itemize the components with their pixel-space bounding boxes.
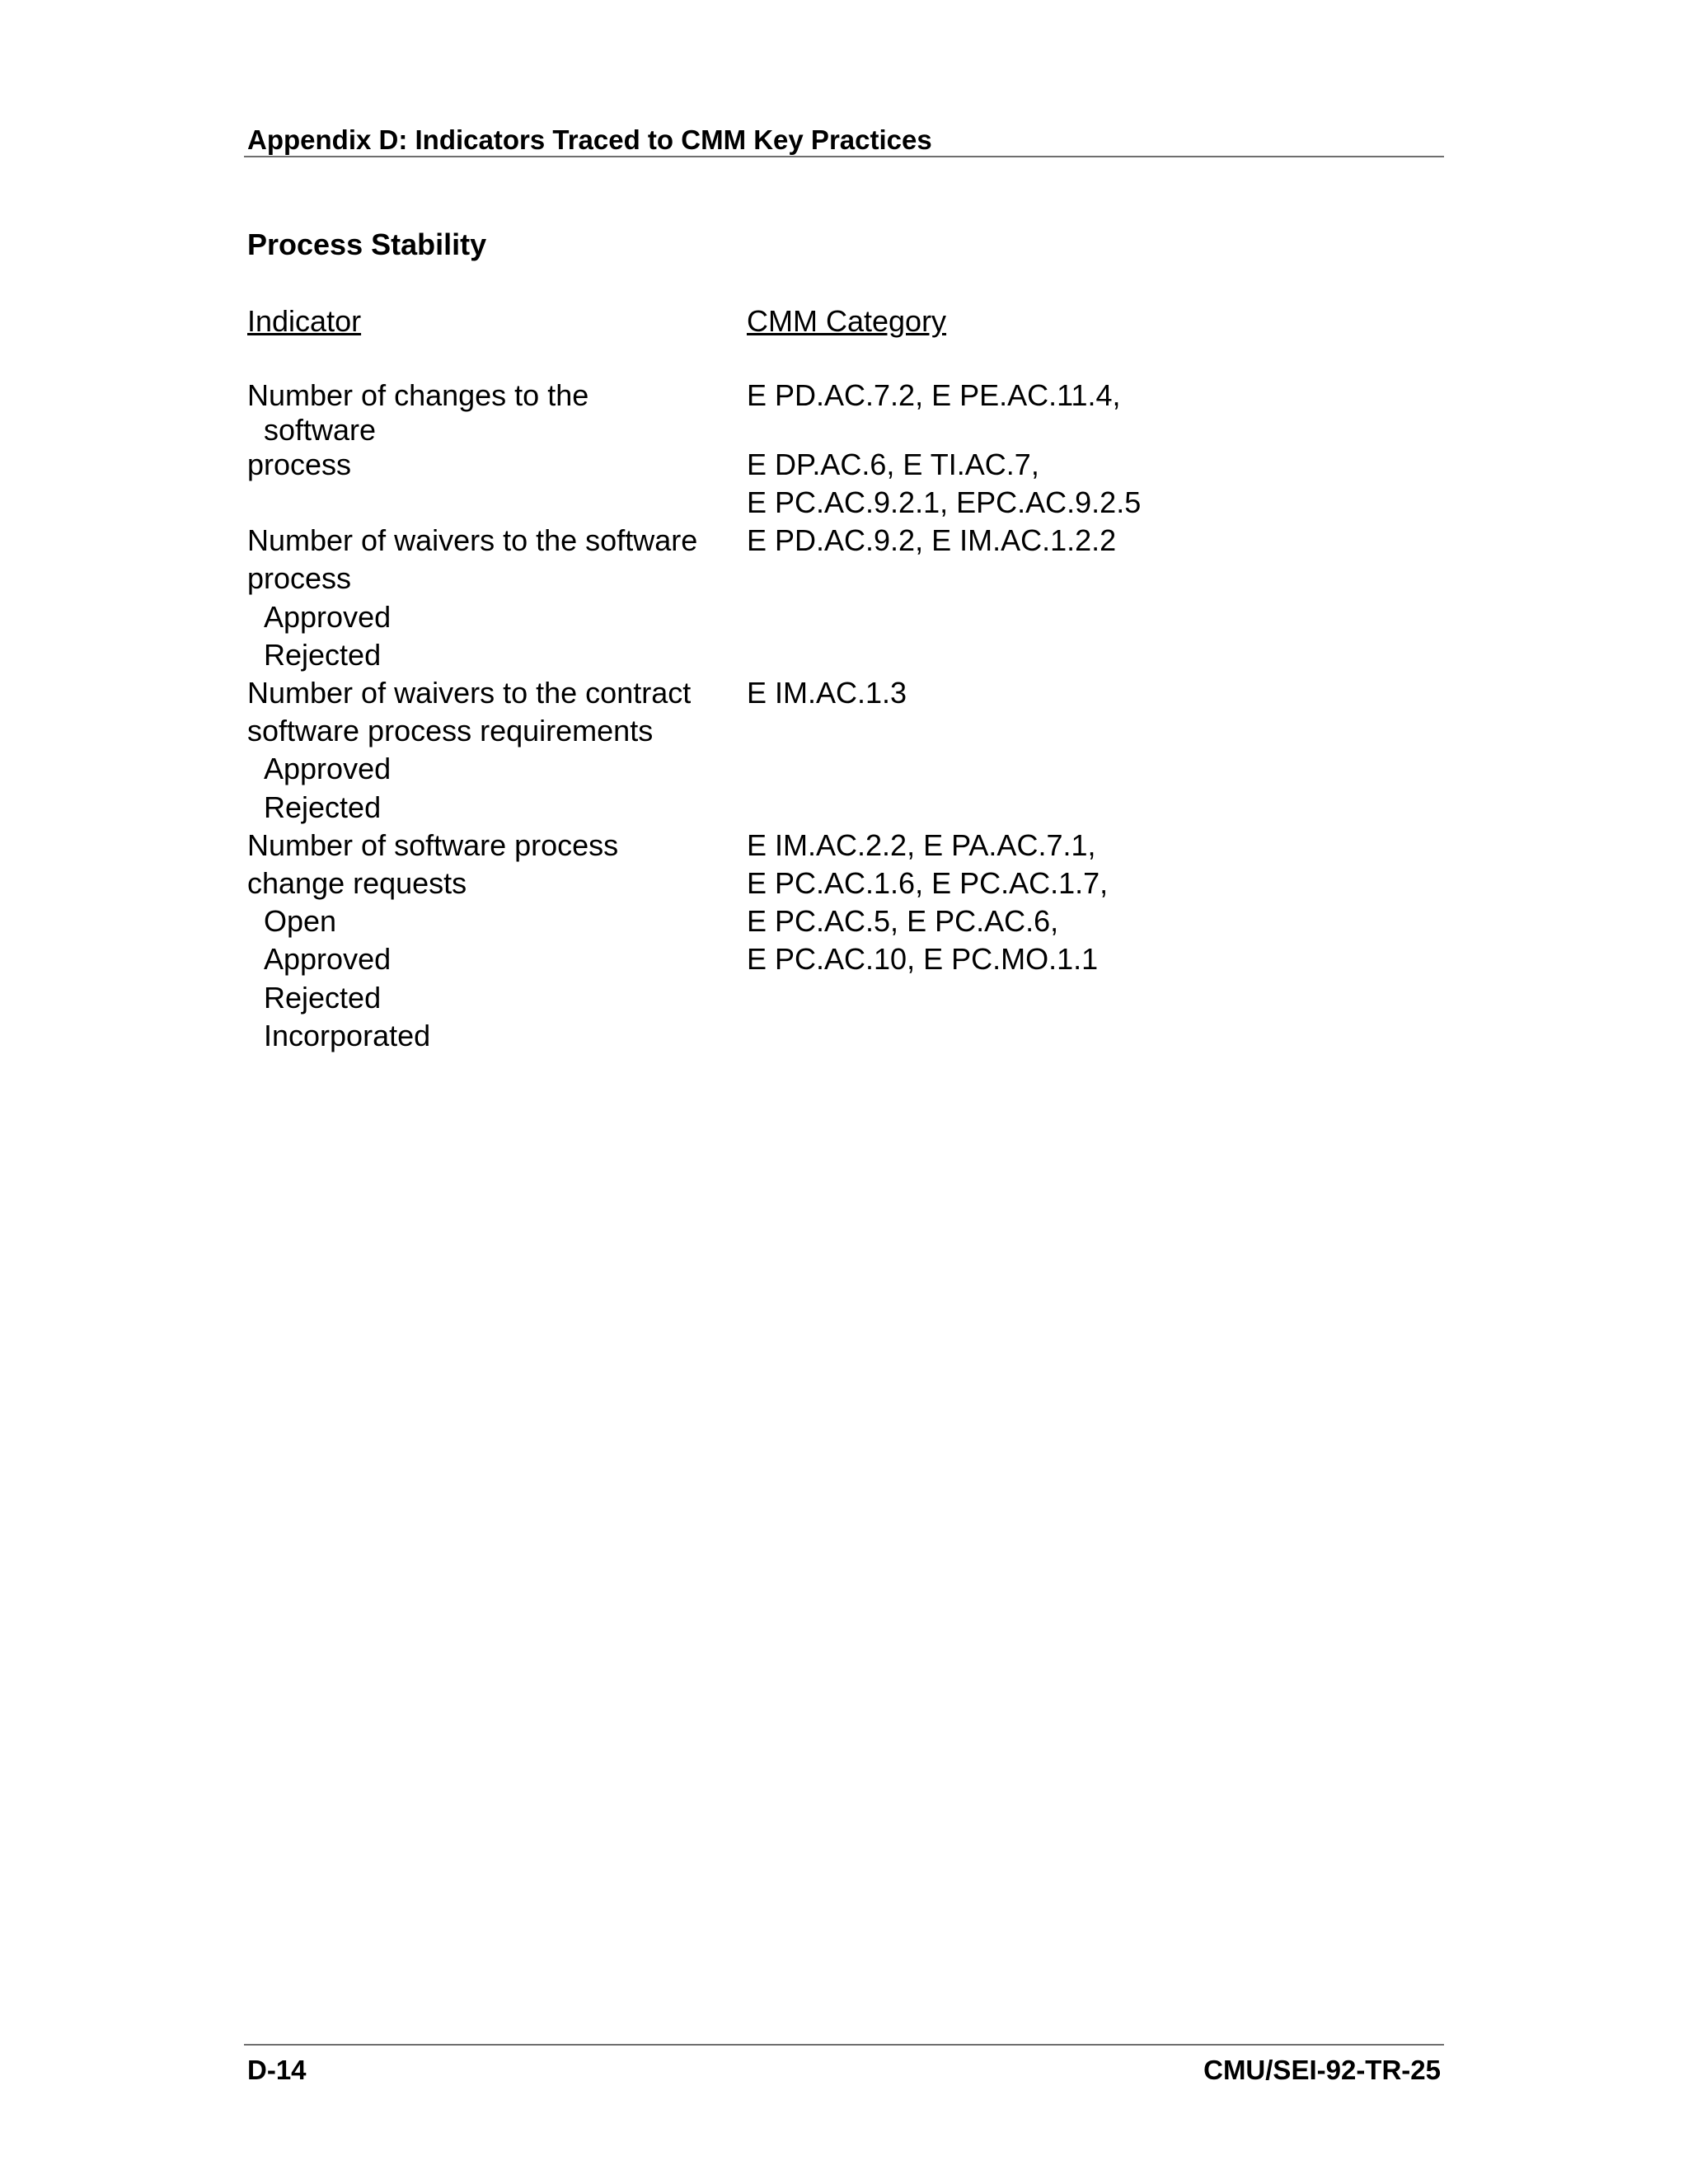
report-id: CMU/SEI-92-TR-25	[1203, 2055, 1441, 2085]
column-header-cmm-category: CMM Category	[747, 304, 947, 338]
running-header: Appendix D: Indicators Traced to CMM Key Practices	[247, 124, 932, 155]
indicator-subitem: Approved	[264, 752, 392, 785]
indicator-line: Number of changes to the	[247, 378, 589, 412]
category-line: E PC.AC.1.6, E PC.AC.1.7,	[747, 866, 1109, 900]
indicator-line: Number of waivers to the contract	[247, 676, 692, 710]
category-line: E PC.AC.10, E PC.MO.1.1	[747, 942, 1099, 976]
header-rule	[244, 156, 1444, 157]
indicator-line: change requests	[247, 866, 467, 900]
indicator-subitem: Approved	[264, 942, 392, 976]
footer-rule	[244, 2044, 1444, 2046]
category-line: E IM.AC.1.3	[747, 676, 907, 710]
section-title: Process Stability	[247, 227, 487, 261]
indicator-subitem: Approved	[264, 600, 392, 634]
indicator-subitem: Rejected	[264, 981, 382, 1015]
indicator-line: process	[247, 561, 352, 595]
indicator-line: process	[247, 448, 352, 481]
category-line: E PC.AC.5, E PC.AC.6,	[747, 904, 1059, 938]
category-line: E PD.AC.9.2, E IM.AC.1.2.2	[747, 523, 1117, 557]
column-header-indicator: Indicator	[247, 304, 362, 338]
indicator-line: software process requirements	[247, 714, 654, 748]
indicator-line: Number of waivers to the software	[247, 523, 698, 557]
indicator-subitem: Incorporated	[264, 1019, 431, 1052]
indicator-line: Number of software process	[247, 828, 619, 862]
indicator-subitem: Rejected	[264, 638, 382, 672]
page-number: D-14	[247, 2055, 307, 2085]
indicator-line: software	[264, 413, 377, 447]
indicator-subitem: Open	[264, 904, 337, 938]
category-line: E PC.AC.9.2.1, EPC.AC.9.2.5	[747, 485, 1142, 519]
category-line: E IM.AC.2.2, E PA.AC.7.1,	[747, 828, 1096, 862]
category-line: E PD.AC.7.2, E PE.AC.11.4,	[747, 378, 1121, 412]
category-line: E DP.AC.6, E TI.AC.7,	[747, 448, 1039, 481]
indicator-subitem: Rejected	[264, 790, 382, 824]
